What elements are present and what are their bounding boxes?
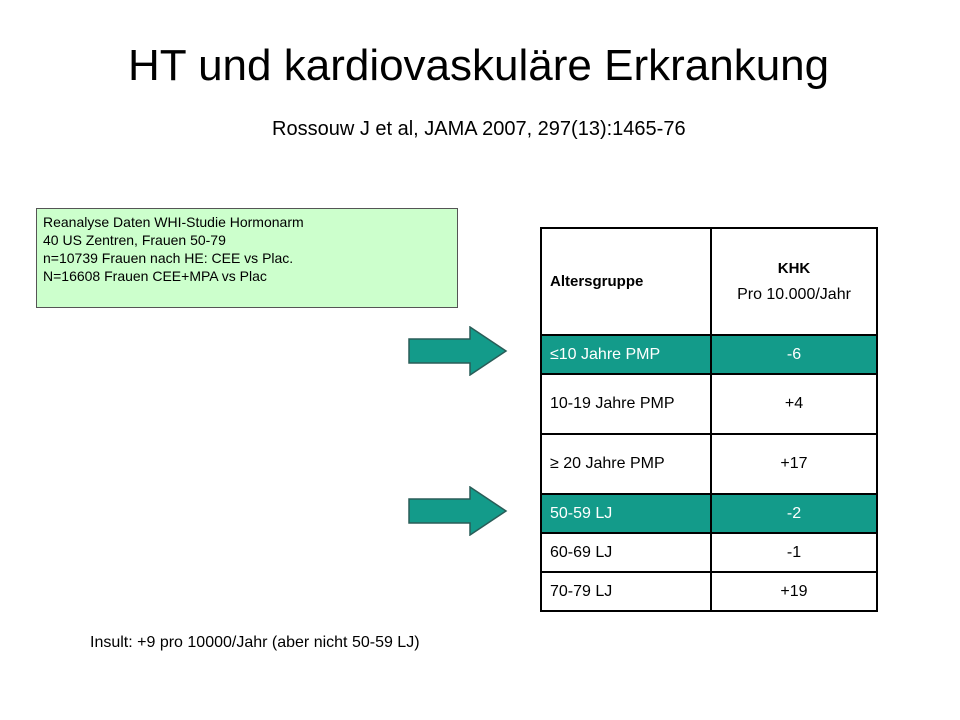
- table-header-row: [541, 228, 877, 335]
- slide-title: HT und kardiovaskuläre Erkrankung: [128, 41, 830, 90]
- age-group-cell: 60-69 LJ: [541, 533, 711, 572]
- stroke-footnote: Insult: +9 pro 10000/Jahr (aber nicht 50-59 LJ): [90, 634, 420, 651]
- table-row: [541, 572, 877, 611]
- age-group-cell: 50-59 LJ: [541, 494, 711, 533]
- khk-results-table: [540, 227, 878, 612]
- info-line: N=16608 Frauen CEE+MPA vs Plac: [43, 268, 267, 284]
- table-row: [541, 533, 877, 572]
- khk-value-cell: -2: [711, 494, 877, 533]
- study-info-box: [36, 208, 458, 308]
- age-group-cell: ≤10 Jahre PMP: [541, 335, 711, 374]
- header-age-group-label: Altersgruppe: [550, 272, 644, 290]
- right-arrow-icon: [408, 486, 508, 536]
- header-khk-label: KHK: [777, 259, 811, 277]
- info-line: n=10739 Frauen nach HE: CEE vs Plac.: [43, 250, 294, 266]
- table-row: [541, 335, 877, 374]
- khk-value-cell: +19: [711, 572, 877, 611]
- info-line: Reanalyse Daten WHI-Studie Hormonarm: [43, 214, 304, 230]
- header-cell-age-group: [541, 228, 711, 335]
- table-row: [541, 434, 877, 494]
- table-row: [541, 374, 877, 434]
- age-group-cell: ≥ 20 Jahre PMP: [541, 434, 711, 494]
- table-row: [541, 494, 877, 533]
- khk-value-cell: -6: [711, 335, 877, 374]
- header-cell-khk: [711, 228, 877, 335]
- khk-value-cell: +4: [711, 374, 877, 434]
- age-group-cell: 10-19 Jahre PMP: [541, 374, 711, 434]
- khk-value-cell: -1: [711, 533, 877, 572]
- info-line: 40 US Zentren, Frauen 50-79: [43, 232, 226, 248]
- header-khk-unit: Pro 10.000/Jahr: [737, 285, 851, 303]
- khk-value-cell: +17: [711, 434, 877, 494]
- right-arrow-icon: [408, 326, 508, 376]
- age-group-cell: 70-79 LJ: [541, 572, 711, 611]
- citation-subtitle: Rossouw J et al, JAMA 2007, 297(13):1465-76: [272, 118, 686, 140]
